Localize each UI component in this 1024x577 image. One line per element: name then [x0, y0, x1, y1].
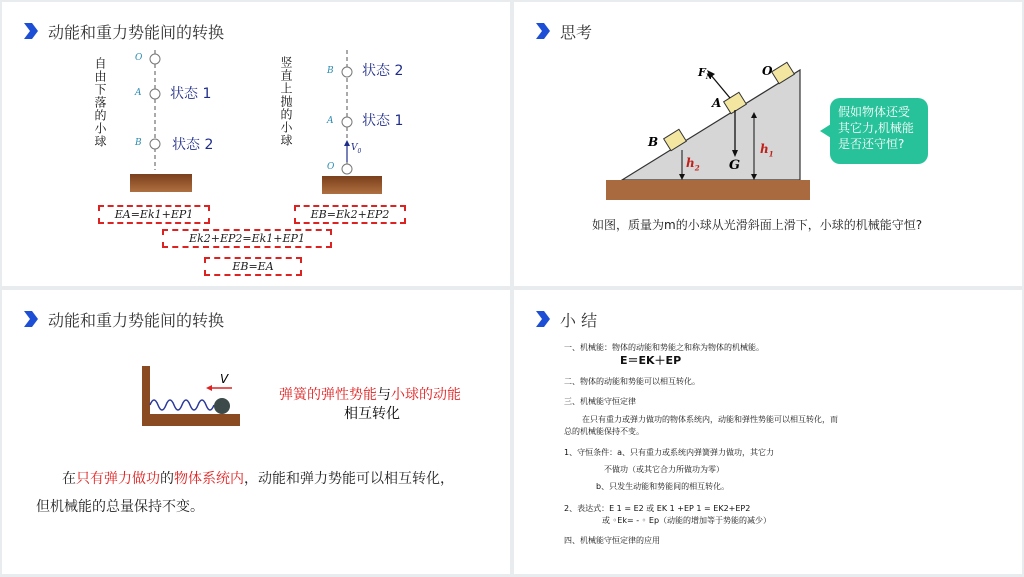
ball [214, 398, 230, 414]
panel4-title: 小 结 [560, 310, 598, 330]
left-ball-b [150, 139, 160, 149]
label-h2: $h_2$ [686, 156, 700, 173]
panel4-header [534, 308, 597, 330]
panel2-caption: 如图，质量为m的小球从光滑斜面上滑下，小球的机械能守恒? [592, 218, 923, 232]
question-bubble: 假如物体还受其它力,机械能是否还守恒? [830, 98, 928, 164]
right-point-a: A [327, 116, 334, 126]
panel-think [514, 2, 1022, 286]
left-point-b: B [135, 138, 142, 148]
label-fn: $F_N$ [698, 66, 713, 82]
spring-coil [150, 400, 214, 410]
panel-spring [2, 290, 510, 574]
eq-state-b: EB=Ek2+EP2 [294, 205, 406, 224]
panel3-paragraph-line2: 但机械能的总量保持不变。 [36, 499, 204, 515]
summary-line: b、只发生动能和势能间的相互转化。 [596, 482, 730, 491]
left-point-a: A [135, 88, 142, 98]
panel3-paragraph-line1: 在只有弹力做功的物体系统内，动能和弹力势能可以相互转化， [62, 471, 454, 487]
label-g: G [729, 158, 741, 173]
right-ground [322, 176, 382, 194]
summary-line: 或 ◦Ek= - ◦ Ep（动能的增加等于势能的减少） [602, 516, 772, 525]
left-point-o: O [135, 53, 143, 63]
summary-line: 四、机械能守恒定律的应用 [564, 536, 660, 545]
left-state-1: 状态 1 [170, 86, 212, 102]
velocity-label: V [220, 372, 229, 386]
right-ball-a [342, 117, 352, 127]
velocity-head [206, 385, 212, 391]
summary-line: 二、物体的动能和势能可以相互转化。 [564, 377, 700, 386]
left-ball-o [150, 54, 160, 64]
eq-state-a: EA=Ek1+EP1 [98, 205, 210, 224]
spring-ball-line1: 弹簧的弹性势能与小球的动能 [279, 387, 461, 403]
spring-ball-line2: 相互转化 [344, 406, 400, 422]
right-ball-o [342, 164, 352, 174]
summary-line: 三、机械能守恒定律 [564, 397, 636, 406]
summary-line: 一、机械能：物体的动能和势能之和称为物体的机械能。 [564, 343, 764, 352]
summary-formula: E＝EK＋EP [620, 354, 682, 367]
throw-up-label: 竖直上抛的小球 [279, 56, 293, 147]
label-b: B [648, 135, 659, 149]
summary-line: 不做功（或其它合力所做功为零） [604, 465, 724, 474]
incline-slope [622, 70, 800, 180]
floor [142, 414, 240, 426]
left-ground [130, 174, 192, 192]
panel-summary [514, 290, 1022, 574]
left-ball-a [150, 89, 160, 99]
right-state-2: 状态 2 [362, 63, 404, 79]
panel2-title: 思考 [560, 22, 593, 42]
label-a: A [712, 96, 722, 110]
right-state-1: 状态 1 [362, 113, 404, 129]
wall [142, 366, 150, 422]
panel3-title: 动能和重力势能间的转换 [48, 310, 225, 330]
v0-label: $V_0$ [351, 143, 362, 155]
right-point-o: O [327, 162, 335, 172]
incline-ground [606, 180, 810, 200]
panel-kinetic-gravity [2, 2, 510, 286]
spring-diagram [2, 290, 510, 574]
summary-line: 1、守恒条件：a、只有重力或系统内弹簧弹力做功，其它力 [564, 448, 774, 457]
summary-line: 总的机械能保持不变。 [564, 427, 644, 436]
free-fall-label: 自由下落的小球 [93, 57, 107, 148]
right-ball-b [342, 67, 352, 77]
summary-line: 在只有重力或弹力做功的物体系统内，动能和弹性势能可以相互转化，而 [582, 415, 838, 424]
right-point-b: B [327, 66, 334, 76]
eq-conservation: Ek2+EP2=Ek1+EP1 [162, 229, 332, 248]
v0-arrow-head [344, 140, 350, 146]
chevron-bullet-icon [534, 310, 552, 328]
eq-result: EB=EA [204, 257, 302, 276]
panel1-title: 动能和重力势能间的转换 [48, 22, 225, 42]
summary-line: 2、表达式：E 1 = E2 或 EK 1 +EP 1 = EK2+EP2 [564, 504, 751, 513]
label-h1: $h_1$ [760, 142, 774, 159]
left-state-2: 状态 2 [172, 137, 214, 153]
label-o: O [762, 64, 773, 78]
normal-force-line [710, 74, 730, 98]
